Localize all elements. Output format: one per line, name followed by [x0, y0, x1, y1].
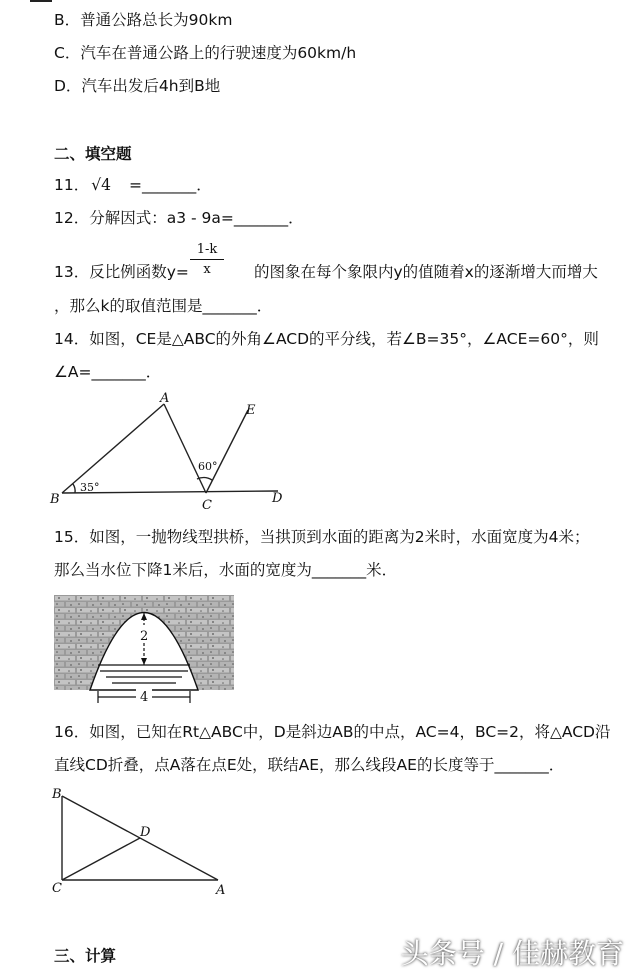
q11-number: 11．: [54, 176, 90, 194]
label-c-16: C: [52, 881, 62, 896]
triangle-figure-14: [40, 390, 300, 515]
question-13-end: ，那么k的取值范围是_______．: [54, 297, 273, 315]
angle-c: 60°: [198, 460, 218, 473]
arch-width-label: 4: [140, 690, 149, 705]
q13-fraction: [190, 242, 224, 277]
q11-sqrt: √4: [91, 176, 111, 194]
label-d-16: D: [140, 825, 151, 840]
label-b-16: B: [52, 787, 62, 802]
question-12: 12．分解因式：a3 - 9a=_______．: [54, 209, 304, 227]
question-13-lead: 13．反比例函数y=: [54, 263, 189, 281]
label-d: D: [272, 491, 283, 506]
label-b: B: [50, 492, 60, 507]
question-14-end: ∠A=_______．: [54, 363, 162, 381]
arch-height-label: 2: [140, 629, 149, 644]
question-11: [54, 175, 212, 195]
angle-b: 35°: [80, 481, 100, 494]
question-15-end: 那么当水位下降1米后，水面的宽度为_______米．: [54, 561, 398, 579]
arch-bridge-figure: [54, 595, 234, 710]
question-15: 15．如图，一抛物线型拱桥，当拱顶到水面的距离为2米时，水面宽度为4米；: [54, 528, 590, 546]
label-a: A: [160, 391, 170, 406]
question-16: 16．如图，已知在Rt△ABC中，D是斜边AB的中点，AC=4，BC=2，将△ACD沿: [54, 723, 611, 741]
q11-blank: =_______．: [128, 176, 212, 194]
section-fill-blank: 二、填空题: [54, 145, 132, 163]
option-d: D．汽车出发后4h到B地: [54, 77, 221, 95]
option-b: B．普通公路总长为90km: [54, 11, 233, 29]
label-c: C: [202, 498, 212, 513]
right-triangle-figure-16: [40, 782, 240, 897]
label-e: E: [246, 403, 256, 418]
question-13-body: 的图象在每个象限内y的值随着x的逐渐增大而增大: [254, 263, 598, 281]
option-c: C．汽车在普通公路上的行驶速度为60km/h: [54, 44, 357, 62]
watermark: 头条号 / 佳赫教育: [400, 937, 624, 970]
section-calculation: 三、计算: [54, 947, 117, 965]
top-rule: [30, 0, 52, 2]
question-16-end: 直线CD折叠，点A落在点E处，联结AE，那么线段AE的长度等于_______．: [54, 756, 565, 774]
q13-denominator: x: [203, 262, 211, 277]
label-a-16: A: [216, 883, 226, 897]
question-14: 14．如图，CE是△ABC的外角∠ACD的平分线，若∠B=35°，∠ACE=60°，则: [54, 330, 599, 348]
q13-numerator: 1-k: [196, 242, 218, 257]
